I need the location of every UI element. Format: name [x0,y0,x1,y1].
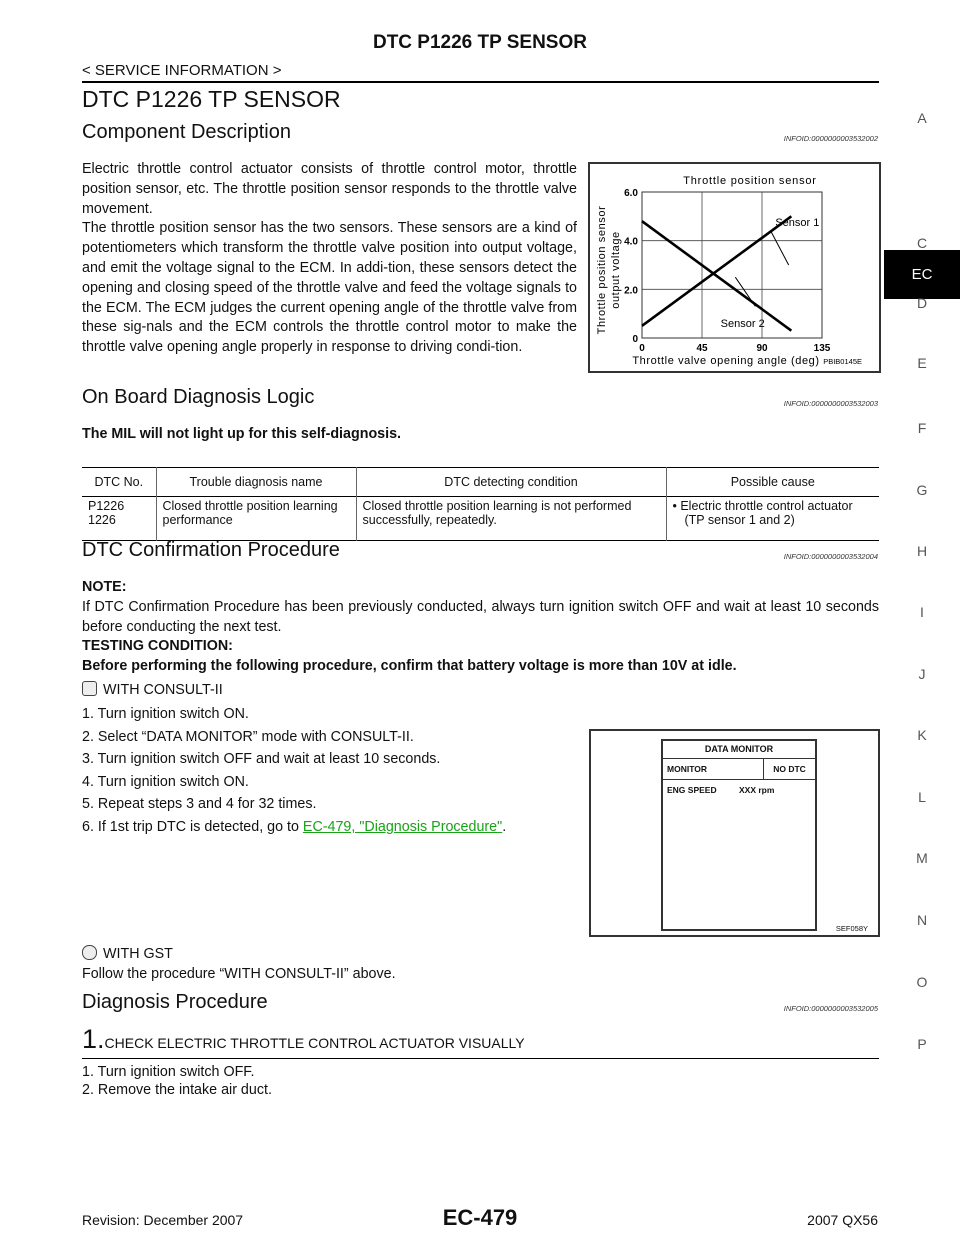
testing-label: TESTING CONDITION: [82,638,233,655]
monitor-data-row [663,780,815,800]
y-tick-label: 6.0 [624,188,638,199]
tp-sensor-figure [588,162,881,373]
component-para-2: The throttle position sensor has the two sensors. These sensors are a kind of potentiometers which transform the throttle valve position into output voltage, and emit the voltage signal to the ECM. In addi-tion, these sensors detect the opening and closing speed of the throttle valve and feed the voltage signals to the ECM. The ECM judges the current opening angle of the throttle valve from these sig-nals and the ECM controls the throttle control motor to make the throttle valve opening angle properly in response to driving condi-tion. [82,220,577,356]
list-item: 1. Turn ignition switch OFF. [82,1064,255,1080]
diagnosis-step-header [82,1024,879,1059]
side-tab-j[interactable]: J [918,666,926,682]
side-tab-n[interactable]: N [916,912,928,928]
col-possible-cause: Possible cause [666,468,879,497]
monitor-header-row [663,759,815,780]
dtc-code: P1226 [88,499,125,513]
steps-list [82,705,582,841]
diagnosis-heading: Diagnosis Procedure [82,991,268,1013]
note-text: If DTC Confirmation Procedure has been previously conducted, always turn ignition switch OFF and wait at least 10 seconds before conducting the next test. [82,598,879,635]
footer-page-number: EC-479 [442,1205,518,1230]
series-line-1 [642,216,791,325]
cell-trouble-name: Closed throttle position learning performance [156,497,356,541]
monitor-col-status: NO DTC [773,764,806,774]
component-text [82,160,577,358]
side-tab-m[interactable]: M [916,850,928,866]
y-tick-label: 2.0 [624,285,638,297]
monitor-title: DATA MONITOR [663,741,815,759]
chart-title: Throttle position sensor [683,175,817,187]
obd-note: The MIL will not light up for this self-diagnosis. [82,426,402,442]
monitor-item-value: XXX rpm [739,785,775,795]
testing-text: Before performing the following procedure, confirm that battery voltage is more than 10V at idle. [82,658,737,675]
confirm-notes [82,578,879,677]
monitor-col-label: MONITOR [663,759,764,779]
with-gst-label: WITH GST [103,946,173,962]
side-tab-e[interactable]: E [917,355,927,371]
tp-sensor-chart [590,164,879,371]
col-detecting-condition: DTC detecting condition [356,468,666,497]
with-gst-line [82,945,173,965]
side-tab-k[interactable]: K [917,727,927,743]
cell-dtc-no [82,497,156,541]
side-tab-ec[interactable]: EC [884,250,960,299]
y-tick-label: 4.0 [624,236,638,248]
list-item: 1. Turn ignition switch ON. [82,706,249,722]
side-tab-i[interactable]: I [920,604,924,620]
cell-condition: Closed throttle position learning is not performed successfully, repeatedly. [356,497,666,541]
cell-cause [666,497,879,541]
side-tab-p[interactable]: P [917,1036,927,1052]
side-tab-h[interactable]: H [916,543,928,559]
step6-text: 6. If 1st trip DTC is detected, go to [82,818,303,835]
side-tab-l[interactable]: L [918,789,926,805]
component-para-1: Electric throttle control actuator consists of throttle control motor, throttle position sensor, etc. The throttle position sensor responds to the throttle valve movement. [82,161,577,217]
list-item: 2. Remove the intake air duct. [82,1082,272,1098]
side-tab-d[interactable]: D [916,295,928,311]
chart-figure-code: PBIB0145E [823,357,862,366]
x-tick-label: 135 [813,343,831,354]
table-row [82,497,879,541]
diagnosis-infoid: INFOID:0000000003532005 [783,1004,878,1013]
series-leader-sensor-1 [771,232,788,265]
page-title: DTC P1226 TP SENSOR [82,86,341,112]
list-item [82,818,582,841]
footer-model: 2007 QX56 [807,1212,878,1228]
dtc-table-wrap [82,467,879,541]
header-rule [82,81,879,83]
list-item: 5. Repeat steps 3 and 4 for 32 times. [82,796,317,813]
diagnosis-substeps [82,1063,272,1099]
list-item: 2. Select “DATA MONITOR” mode with CONSULT-II. [82,728,414,745]
plot-frame [642,192,822,338]
running-subtitle: < SERVICE INFORMATION > [82,62,282,79]
monitor-screen [661,739,817,931]
component-heading: Component Description [82,121,291,143]
monitor-item-name: ENG SPEED [667,785,717,795]
confirm-heading: DTC Confirmation Procedure [82,539,340,561]
side-tab-a[interactable]: A [917,110,927,126]
confirm-infoid: INFOID:0000000003532004 [783,552,878,561]
component-infoid: INFOID:0000000003532002 [783,134,878,143]
monitor-figure-code: SEF058Y [835,924,868,933]
dtc-code-alt: 1226 [88,513,116,527]
gst-icon [82,945,97,960]
x-tick-label: 90 [756,343,768,354]
running-title: DTC P1226 TP SENSOR [372,32,587,53]
series-label-sensor-1: Sensor 1 [775,217,820,230]
side-tab-o[interactable]: O [916,974,928,990]
col-dtc-no: DTC No. [94,475,144,489]
with-consult-line [82,681,223,701]
x-tick-label: 45 [696,343,708,354]
list-item: 3. Turn ignition switch OFF and wait at least 10 seconds. [82,751,441,768]
side-tab-c[interactable]: C [916,235,928,251]
step-number: 1. [82,1024,105,1054]
list-item: 4. Turn ignition switch ON. [82,773,249,790]
y-axis-label: Throttle position sensor [596,205,608,335]
y-tick-label: 0 [632,334,638,345]
series-line-2 [642,221,791,331]
with-consult-label: WITH CONSULT-II [103,682,223,698]
side-tab-f[interactable]: F [917,420,927,436]
footer-revision: Revision: December 2007 [82,1212,244,1228]
data-monitor-figure [589,729,880,937]
consult-icon [82,681,97,696]
cause-line-1: • Electric throttle control actuator [672,499,853,513]
y-axis-label-line-2: output voltage [610,231,622,309]
obd-heading: On Board Diagnosis Logic [82,386,315,408]
note-label: NOTE: [82,579,127,595]
cause-line-2: (TP sensor 1 and 2) [684,513,795,527]
x-tick-label: 0 [639,343,645,354]
obd-infoid: INFOID:0000000003532003 [783,399,878,408]
gst-text: Follow the procedure “WITH CONSULT-II” above. [82,966,396,982]
dtc-table [82,467,879,541]
step6-suffix: . [502,818,507,835]
diagnosis-procedure-link[interactable]: EC-479, "Diagnosis Procedure" [302,818,503,835]
side-tab-g[interactable]: G [916,482,928,498]
series-label-sensor-2: Sensor 2 [720,318,765,331]
dtc-table-header [82,468,879,497]
x-axis-label: Throttle valve opening angle (deg) [632,355,820,367]
consult-steps [82,705,582,841]
col-trouble-name: Trouble diagnosis name [156,468,356,497]
step-title: CHECK ELECTRIC THROTTLE CONTROL ACTUATOR VISUALLY [104,1035,525,1051]
